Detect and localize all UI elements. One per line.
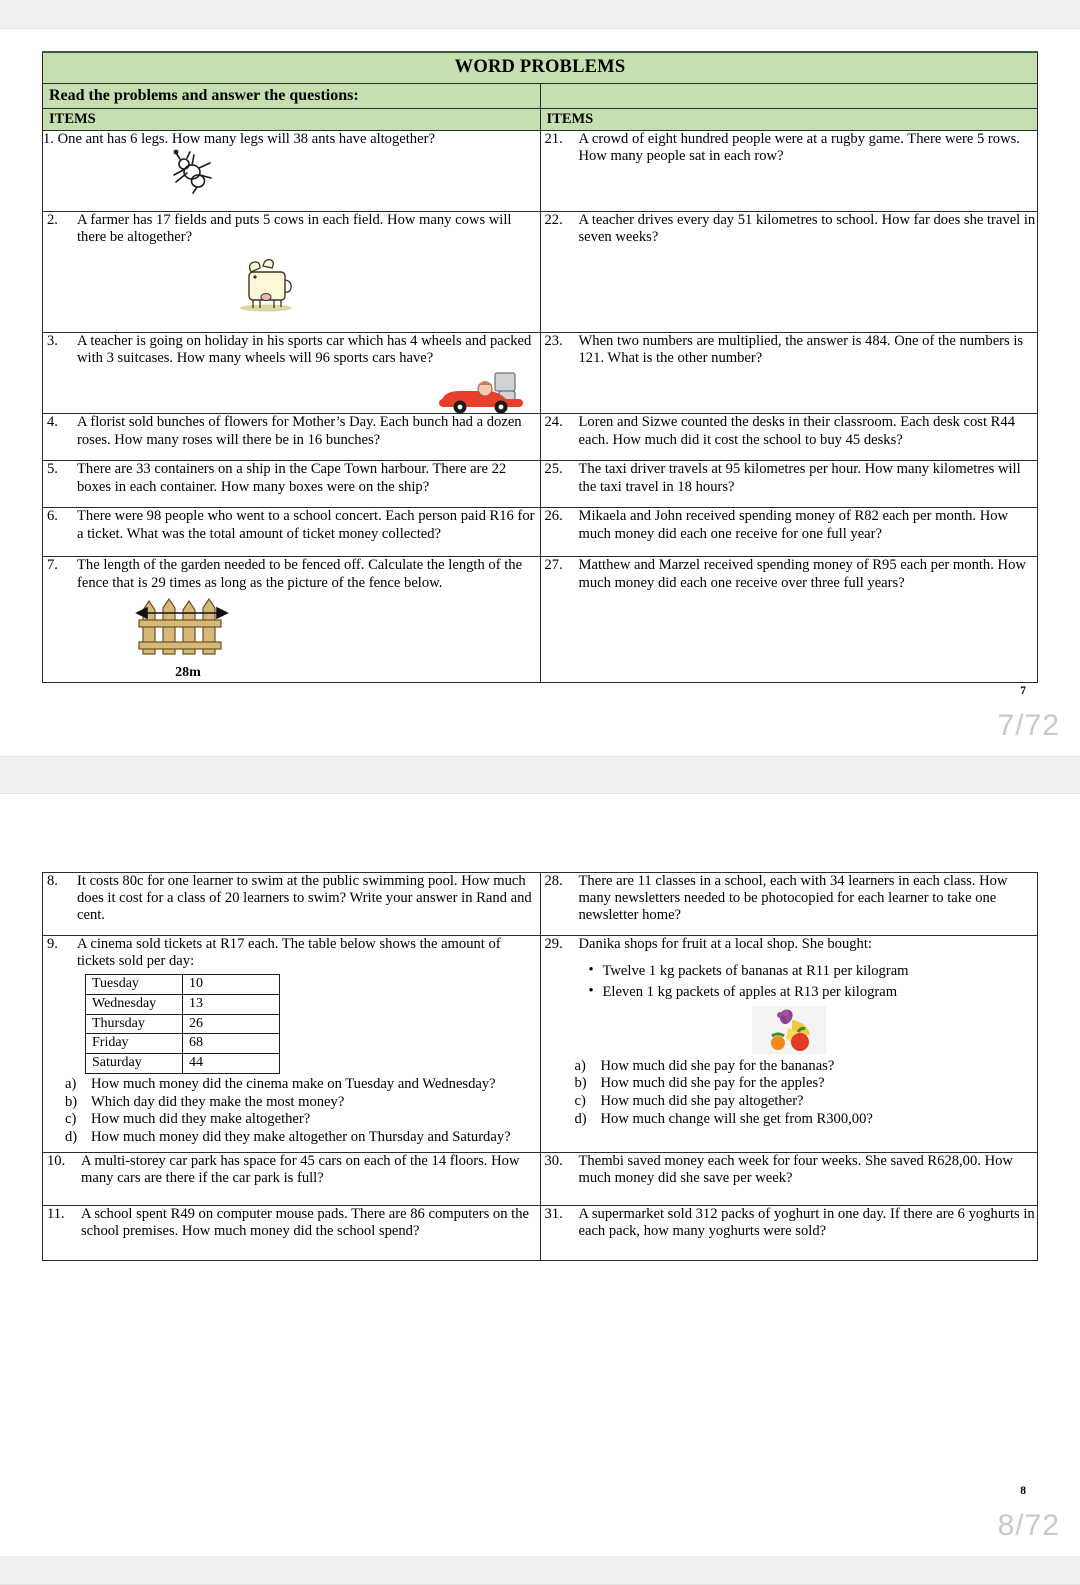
question-25-number: 25. (544, 461, 563, 478)
question-cell-1 (43, 131, 541, 212)
question-cell-4 (43, 414, 541, 461)
ticket-count: 44 (183, 1054, 280, 1074)
table-row (43, 333, 1038, 414)
subquestion-text: How much money did they make altogether on Thursday and Saturday? (91, 1129, 511, 1146)
question-cell-26 (540, 508, 1038, 557)
subquestion-label: a) (574, 1057, 586, 1074)
table-row (43, 557, 1038, 682)
fence-caption: 28m (175, 665, 201, 681)
question-29-bullets (541, 961, 1038, 1003)
table-row (43, 131, 1038, 212)
subquestion-text: How much did they make altogether? (91, 1111, 311, 1128)
ticket-day: Thursday (86, 1014, 183, 1034)
list-item (575, 1075, 1038, 1093)
table-row (43, 873, 1038, 936)
question-29-number: 29. (544, 936, 563, 952)
question-28-number: 28. (544, 873, 563, 889)
question-3-number: 3. (47, 333, 58, 349)
question-4-number: 4. (47, 414, 58, 431)
question-2-text: A farmer has 17 fields and puts 5 cows in each field. How many cows will there be altogether? (77, 212, 512, 246)
question-23-number: 23. (544, 333, 563, 349)
question-8-number: 8. (47, 873, 58, 889)
page-indicator-2: 8/72 (997, 1509, 1060, 1542)
question-cell-6 (43, 508, 541, 557)
list-item (575, 1093, 1038, 1111)
question-3-text: A teacher is going on holiday in his sports car which has 4 wheels and packed with 3 suitcases. How many wheels will 96 sports cars have? (77, 333, 532, 367)
question-cell-2 (43, 212, 541, 333)
page-folio-2: 8 (1020, 1485, 1026, 1497)
list-item (575, 1111, 1038, 1129)
ticket-day: Wednesday (86, 995, 183, 1015)
question-1-text (43, 131, 540, 148)
cinema-ticket-table (85, 974, 280, 1073)
question-5-text: There are 33 containers on a ship in the Cape Town harbour. There are 22 boxes in each container. How many boxes were on the ship? (77, 461, 507, 495)
page-1 (0, 29, 1080, 756)
subquestion-text: How much change will she get from R300,00? (600, 1110, 873, 1127)
question-cell-5 (43, 461, 541, 508)
question-21-number: 21. (544, 131, 563, 147)
question-1-body: One ant has 6 legs. How many legs will 38 ants have altogether? (57, 131, 435, 147)
question-22-number: 22. (544, 212, 563, 228)
subquestion-text: How much did she pay for the bananas? (600, 1057, 835, 1074)
ticket-day: Tuesday (86, 975, 183, 995)
question-28-text: There are 11 classes in a school, each with 34 learners in each class. How many newsletters needed to be photocopied for each learner to take one newsletter home? (578, 873, 1008, 924)
question-30-text: Thembi saved money each week for four weeks. She saved R628,00. How much money did she save per week? (578, 1153, 1013, 1187)
question-26-number: 26. (544, 508, 563, 525)
question-23-text: When two numbers are multiplied, the answer is 484. One of the numbers is 121. What is the other number? (578, 333, 1024, 367)
sports-car-illustration (433, 369, 531, 413)
page-separator (0, 756, 1080, 794)
question-cell-8 (43, 873, 541, 936)
question-29-subquestions (575, 1058, 1038, 1129)
items-header-row (43, 109, 1038, 131)
ticket-day: Saturday (86, 1054, 183, 1074)
ticket-count: 13 (183, 995, 280, 1015)
subquestion-label: b) (65, 1093, 78, 1110)
ticket-count: 68 (183, 1034, 280, 1054)
items-header-left: ITEMS (43, 109, 541, 131)
table-row (43, 1206, 1038, 1261)
subquestion-label: b) (574, 1075, 587, 1092)
instruction-row (43, 84, 1038, 109)
ticket-count: 26 (183, 1014, 280, 1034)
question-cell-22 (540, 212, 1038, 333)
cow-illustration (233, 250, 303, 320)
subquestion-text: How much did she pay altogether? (600, 1093, 804, 1110)
question-8-text: It costs 80c for one learner to swim at the public swimming pool. How much does it cost for a class of 20 learners to swim? Write your answer in Rand and cent. (77, 873, 532, 924)
question-9-number: 9. (47, 936, 58, 952)
question-cell-10 (43, 1153, 541, 1206)
table-row (43, 1153, 1038, 1206)
question-26-text: Mikaela and John received spending money of R82 each per month. How much money did each one receive for one full year? (578, 508, 1009, 542)
list-item (65, 1111, 540, 1129)
question-25-text: The taxi driver travels at 95 kilometres per hour. How many kilometres will the taxi travel in 18 hours? (578, 461, 1021, 495)
question-cell-11 (43, 1206, 541, 1261)
question-9-text: A cinema sold tickets at R17 each. The table below shows the amount of tickets sold per day: (77, 936, 501, 970)
question-cell-24 (540, 414, 1038, 461)
list-item (575, 1058, 1038, 1076)
question-27-number: 27. (544, 557, 563, 574)
table-row (43, 936, 1038, 1153)
question-24-number: 24. (544, 414, 563, 431)
subquestion-text: How much money did the cinema make on Tuesday and Wednesday? (91, 1075, 496, 1092)
question-1-number: 1. (43, 131, 54, 147)
question-6-text: There were 98 people who went to a school concert. Each person paid R16 for a ticket. What was the total amount of ticket money collected? (77, 508, 535, 542)
list-item: • Eleven 1 kg packets of apples at R13 per kilogram (589, 982, 1038, 1003)
subquestion-label: d) (574, 1110, 587, 1127)
question-24-text: Loren and Sizwe counted the desks in their classroom. Each desk cost R44 each. How much did it cost the school to buy 45 desks? (578, 414, 1015, 448)
question-cell-21 (540, 131, 1038, 212)
question-31-number: 31. (544, 1206, 563, 1222)
table-row (86, 1014, 280, 1034)
worksheet-table-page-2 (42, 872, 1038, 1261)
subquestion-label: a) (65, 1075, 77, 1092)
question-7-number: 7. (47, 557, 58, 574)
page-indicator-1: 7/72 (997, 708, 1060, 742)
table-row (86, 1034, 280, 1054)
question-cell-9 (43, 936, 541, 1153)
question-cell-29 (540, 936, 1038, 1153)
page-folio-1: 7 (1020, 684, 1026, 697)
question-9-subquestions (65, 1076, 540, 1147)
question-cell-30 (540, 1153, 1038, 1206)
question-27-text: Matthew and Marzel received spending money of R95 each per month. How much money did each one receive over three full years? (578, 557, 1026, 591)
question-31-text: A supermarket sold 312 packs of yoghurt in one day. If there are 6 yoghurts in each pack, how many yoghurts were sold? (578, 1206, 1035, 1240)
question-29-text: Danika shops for fruit at a local shop. She bought: (578, 936, 872, 952)
question-cell-28 (540, 873, 1038, 936)
question-cell-27 (540, 557, 1038, 682)
page-title: WORD PROBLEMS (43, 52, 1038, 84)
question-7-text: The length of the garden needed to be fenced off. Calculate the length of the fence that is 29 times as long as the picture of the fence below. (77, 557, 523, 591)
fruit-illustration (752, 1006, 826, 1054)
fence-figure (133, 596, 540, 682)
subquestion-text: Which day did they make the most money? (91, 1093, 345, 1110)
instruction-spacer (540, 84, 1038, 109)
worksheet-title-row (43, 52, 1038, 84)
question-cell-23 (540, 333, 1038, 414)
ticket-count: 10 (183, 975, 280, 995)
table-row (43, 461, 1038, 508)
question-cell-3 (43, 333, 541, 414)
question-6-number: 6. (47, 508, 58, 525)
list-item: • Twelve 1 kg packets of bananas at R11 per kilogram (589, 961, 1038, 982)
question-30-number: 30. (544, 1153, 563, 1169)
question-10-number: 10. (47, 1153, 66, 1169)
table-row (43, 508, 1038, 557)
question-11-text: A school spent R49 on computer mouse pads. There are 86 computers on the school premises. How much money did the school spend? (81, 1206, 529, 1240)
question-cell-31 (540, 1206, 1038, 1261)
page-2 (0, 794, 1080, 1556)
worksheet-table-page-1 (42, 51, 1038, 683)
instruction-text: Read the problems and answer the questions: (43, 84, 541, 109)
table-row (86, 995, 280, 1015)
subquestion-label: c) (574, 1093, 586, 1110)
subquestion-text: How much did she pay for the apples? (600, 1075, 825, 1092)
question-4-text: A florist sold bunches of flowers for Mother’s Day. Each bunch had a dozen roses. How many roses will there be in 16 bunches? (77, 414, 522, 448)
question-cell-25 (540, 461, 1038, 508)
list-item (65, 1129, 540, 1147)
ticket-day: Friday (86, 1034, 183, 1054)
question-11-number: 11. (47, 1206, 65, 1222)
table-row (86, 1054, 280, 1074)
viewer-bottom-band (0, 1556, 1080, 1585)
subquestion-label: d) (65, 1129, 78, 1146)
fence-illustration (133, 596, 243, 658)
table-row (86, 975, 280, 995)
question-21-text: A crowd of eight hundred people were at a rugby game. There were 5 rows. How many people sat in each row? (578, 131, 1020, 165)
subquestion-label: c) (65, 1111, 77, 1128)
question-10-text: A multi-storey car park has space for 45 cars on each of the 14 floors. How many cars are there if the car park is full? (81, 1153, 520, 1187)
question-22-text: A teacher drives every day 51 kilometres to school. How far does she travel in seven weeks? (578, 212, 1036, 246)
question-cell-7 (43, 557, 541, 682)
question-2-number: 2. (47, 212, 58, 228)
question-5-number: 5. (47, 461, 58, 478)
table-row (43, 212, 1038, 333)
list-item (65, 1094, 540, 1112)
items-header-right: ITEMS (540, 109, 1038, 131)
table-row (43, 414, 1038, 461)
list-item (65, 1076, 540, 1094)
ant-illustration (163, 148, 221, 194)
viewer-top-band (0, 0, 1080, 29)
